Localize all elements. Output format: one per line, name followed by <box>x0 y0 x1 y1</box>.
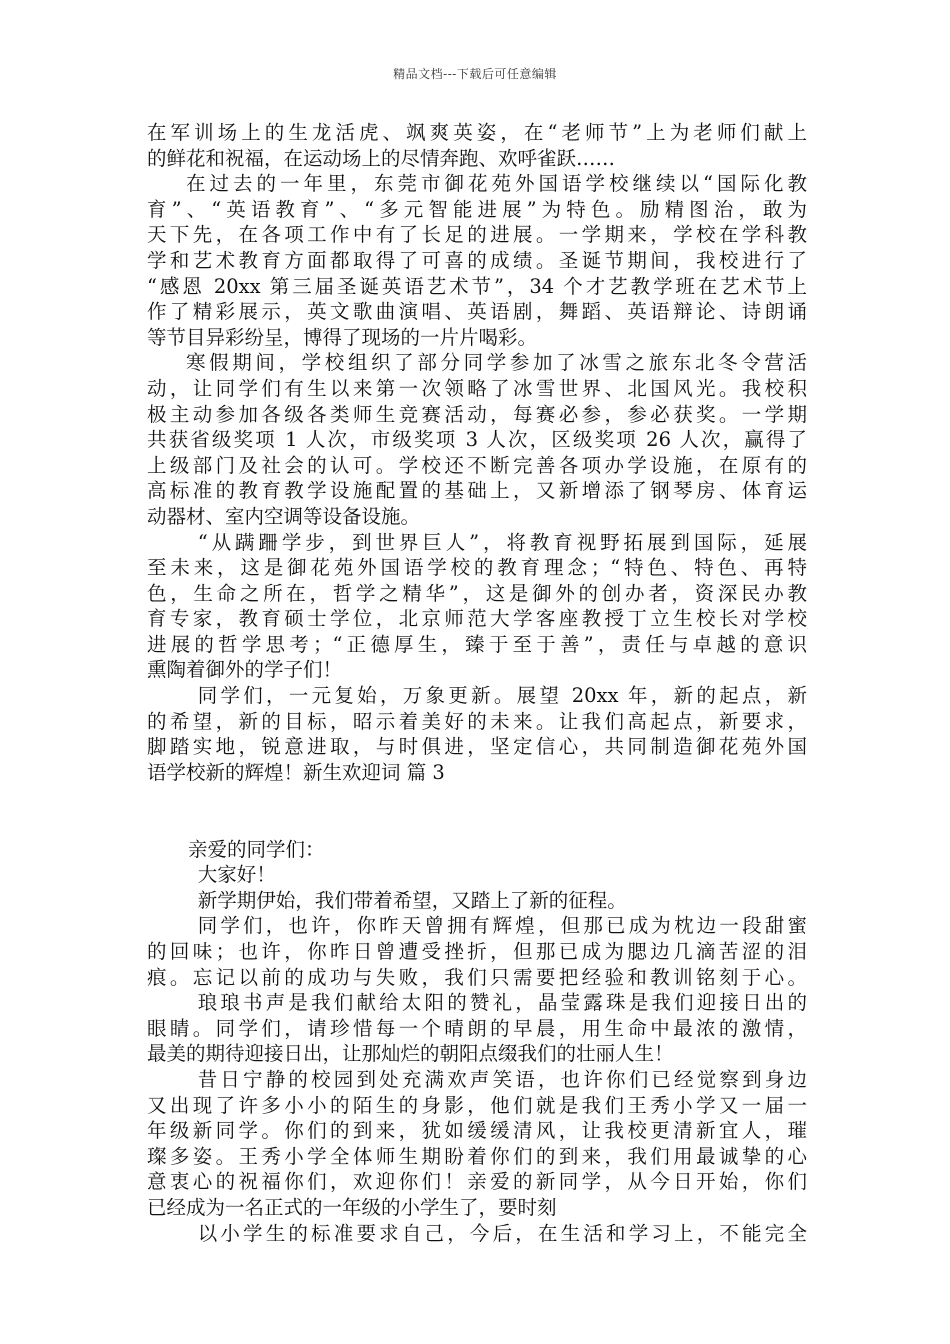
text-line: 寒假期间，学校组织了部分同学参加了冰雪之旅东北冬令营活 <box>186 351 807 375</box>
text-line: 的希望，新的目标，昭示着美好的未来。让我们高起点，新要求， <box>147 709 807 733</box>
text-line: 的鲜花和祝福，在运动场上的尽情奔跑、欢呼雀跃…… <box>147 146 616 170</box>
text-line: 在过去的一年里，东莞市御花苑外国语学校继续以“国际化教 <box>186 172 807 196</box>
text-line: 最美的期待迎接日出，让那灿烂的朝阳点缀我们的壮丽人生！ <box>147 1042 674 1066</box>
text-line: 又出现了许多小小的陌生的身影，他们就是我们王秀小学又一届一 <box>147 1093 807 1117</box>
text-line: 共获省级奖项 1 人次，市级奖项 3 人次，区级奖项 26 人次，赢得了 <box>147 428 807 452</box>
text-line: 高标准的教育教学设施配置的基础上，又新增添了钢琴房、体育运 <box>147 479 807 503</box>
text-line: 育”、“英语教育”、“多元智能进展”为特色。励精图治，敢为 <box>147 197 807 221</box>
text-line: 在军训场上的生龙活虎、飒爽英姿，在“老师节”上为老师们献上 <box>147 121 807 144</box>
text-line: 进展的哲学思考；“正德厚生，臻于至于善”，责任与卓越的意识 <box>147 632 807 656</box>
text-line: 眼睛。同学们，请珍惜每一个晴朗的早晨，用生命中最浓的激情， <box>147 1016 807 1040</box>
text-line: 语学校新的辉煌！新生欢迎词 篇 3 <box>147 760 445 784</box>
text-line: 学和艺术教育方面都取得了可喜的成绩。圣诞节期间，我校进行了 <box>147 248 807 272</box>
blank-line <box>147 785 807 811</box>
text-line: 上级部门及社会的认可。学校还不断完善各项办学设施，在原有的 <box>147 453 807 477</box>
text-line: 璨多姿。王秀小学全体师生期盼着你们的到来，我们用最诚挚的心 <box>147 1144 807 1168</box>
text-line: 新学期伊始，我们带着希望，又踏上了新的征程。 <box>197 888 627 912</box>
text-line: 动器材、室内空调等设备设施。 <box>147 504 421 528</box>
text-line: 昔日宁静的校园到处充满欢声笑语，也许你们已经觉察到身边 <box>197 1067 807 1091</box>
text-line: 痕。忘记以前的成功与失败，我们只需要把经验和教训铭刻于心。 <box>147 965 807 989</box>
text-line: 色，生命之所在，哲学之精华”，这是御外的创办者，资深民办教 <box>147 581 807 605</box>
blank-line <box>147 811 807 837</box>
text-line: 已经成为一名正式的一年级的小学生了，要时刻 <box>147 1195 557 1219</box>
text-line: “从蹒跚学步，到世界巨人”，将教育视野拓展到国际，延展 <box>197 530 807 554</box>
text-line: 等节目异彩纷呈，博得了现场的一片片喝彩。 <box>147 325 538 349</box>
text-line: 至未来，这是御花苑外国语学校的教育理念；“特色、特色、再特 <box>147 556 807 580</box>
page-header: 精品文档---下载后可任意编辑 <box>393 67 557 81</box>
text-line: 同学们，一元复始，万象更新。展望 20xx 年，新的起点，新 <box>197 684 807 708</box>
text-line: “感恩 20xx 第三届圣诞英语艺术节”，34 个才艺教学班在艺术节上 <box>147 274 807 298</box>
text-line: 脚踏实地，锐意进取，与时俱进，坚定信心，共同制造御花苑外国 <box>147 735 807 759</box>
text-line: 琅琅书声是我们献给太阳的赞礼，晶莹露珠是我们迎接日出的 <box>197 991 807 1015</box>
text-line: 大家好！ <box>197 863 276 887</box>
text-line: 动，让同学们有生以来第一次领略了冰雪世界、北国风光。我校积 <box>147 376 807 400</box>
text-line: 以小学生的标准要求自己，今后，在生活和学习上，不能完全 <box>197 1221 807 1245</box>
text-line: 极主动参加各级各类师生竞赛活动，每赛必参，参必获奖。一学期 <box>147 402 807 426</box>
text-line: 熏陶着御外的学子们！ <box>147 658 343 682</box>
text-line: 育专家，教育硕士学位，北京师范大学客座教授丁立生校长对学校 <box>147 607 807 631</box>
text-line: 作了精彩展示，英文歌曲演唱、英语剧，舞蹈、英语辩论、诗朗诵 <box>147 300 807 324</box>
text-line: 亲爱的同学们： <box>187 837 325 861</box>
text-line: 年级新同学。你们的到来，犹如缓缓清风，让我校更清新宜人，璀 <box>147 1119 807 1143</box>
text-line: 同学们，也许，你昨天曾拥有辉煌，但那已成为枕边一段甜蜜 <box>197 914 807 938</box>
document-body <box>147 120 807 1246</box>
text-line: 意衷心的祝福你们，欢迎你们！亲爱的新同学，从今日开始，你们 <box>147 1170 807 1194</box>
text-line: 的回味；也许，你昨日曾遭受挫折，但那已成为腮边几滴苦涩的泪 <box>147 940 807 963</box>
text-line: 天下先，在各项工作中有了长足的进展。一学期来，学校在学科教 <box>147 223 807 247</box>
